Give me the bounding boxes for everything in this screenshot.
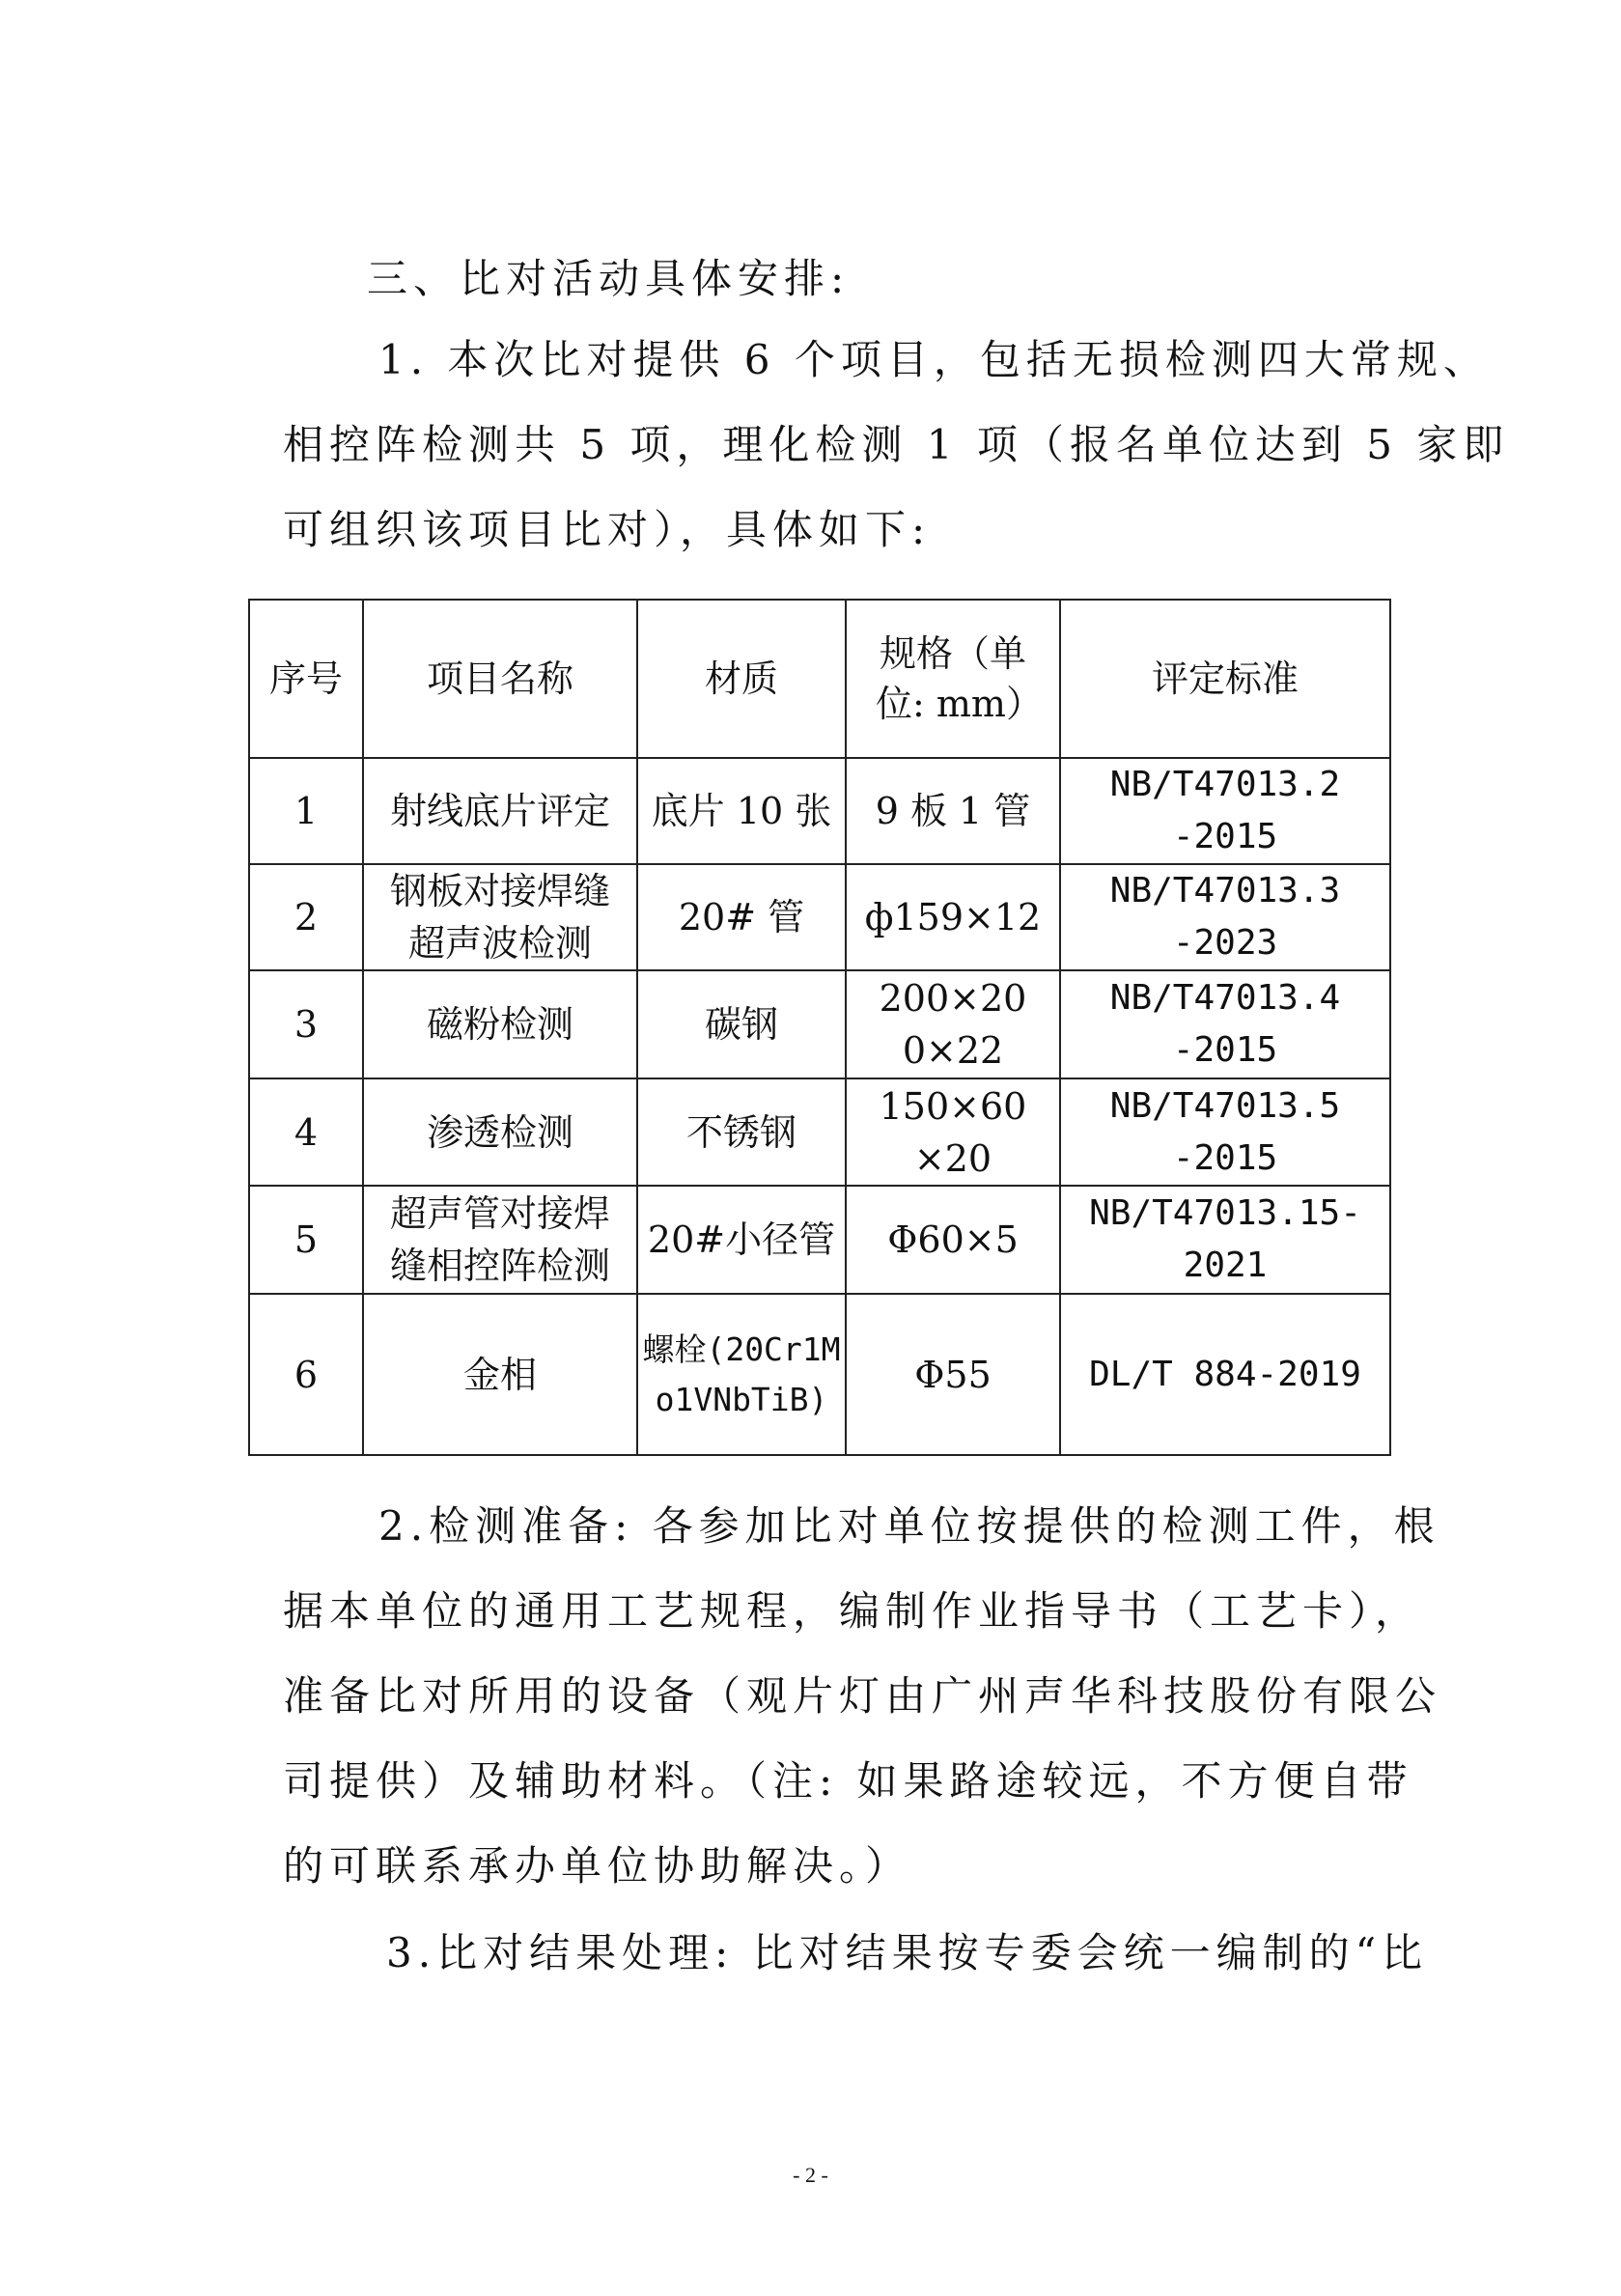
cell-spec: Φ60×5: [846, 1186, 1060, 1294]
cell-spec: Φ55: [846, 1294, 1060, 1455]
cell-no: 4: [249, 1078, 363, 1186]
table-row: [249, 758, 1390, 864]
cell-standard: NB/T47013.4-2015: [1060, 970, 1390, 1078]
section-heading: 三、比对活动具体安排:: [367, 255, 851, 302]
cell-spec: 150×60×20: [846, 1078, 1060, 1186]
table-header-row: [249, 600, 1390, 758]
cell-standard: NB/T47013.15-2021: [1060, 1186, 1390, 1294]
cell-spec: 9 板 1 管: [846, 758, 1060, 864]
cell-standard: DL/T 884-2019: [1060, 1294, 1390, 1455]
para2-line4: 司提供）及辅助材料。（注: 如果路途较远，不方便自带: [283, 1757, 1413, 1805]
header-standard: 评定标准: [1060, 600, 1390, 758]
para3-line1: 3.比对结果处理: 比对结果按专委会统一编制的“比: [386, 1929, 1429, 1976]
table-row: [249, 1294, 1390, 1455]
para2-line2: 据本单位的通用工艺规程，编制作业指导书（工艺卡），: [283, 1587, 1422, 1635]
header-no: 序号: [249, 600, 363, 758]
cell-material: 20#小径管: [637, 1186, 846, 1294]
page-number: - 2 -: [793, 2163, 828, 2187]
cell-spec: ф159×12: [846, 864, 1060, 970]
table-row: [249, 864, 1390, 970]
para1-line2: 相控阵检测共 5 项，理化检测 1 项（报名单位达到 5 家即: [283, 421, 1510, 468]
header-material: 材质: [637, 600, 846, 758]
cell-no: 6: [249, 1294, 363, 1455]
cell-name: 钢板对接焊缝超声波检测: [363, 864, 637, 970]
cell-name: 射线底片评定: [363, 758, 637, 864]
para2-line3: 准备比对所用的设备（观片灯由广州声华科技股份有限公: [283, 1672, 1442, 1720]
para1-line1: 1. 本次比对提供 6 个项目，包括无损检测四大常规、: [378, 336, 1490, 383]
cell-material: 不锈钢: [637, 1078, 846, 1186]
items-table: [248, 599, 1391, 1456]
cell-standard: NB/T47013.2-2015: [1060, 758, 1390, 864]
header-spec: 规格（单位: mm）: [846, 600, 1060, 758]
cell-material: 螺栓(20Cr1Mo1VNbTiB): [637, 1294, 846, 1455]
cell-material: 20# 管: [637, 864, 846, 970]
cell-standard: NB/T47013.5-2015: [1060, 1078, 1390, 1186]
table-row: [249, 1078, 1390, 1186]
cell-name: 超声管对接焊缝相控阵检测: [363, 1186, 637, 1294]
cell-name: 磁粉检测: [363, 970, 637, 1078]
cell-no: 5: [249, 1186, 363, 1294]
header-name: 项目名称: [363, 600, 637, 758]
para2-line5: 的可联系承办单位协助解决。）: [283, 1842, 912, 1890]
cell-spec: 200×200×22: [846, 970, 1060, 1078]
cell-no: 2: [249, 864, 363, 970]
cell-name: 渗透检测: [363, 1078, 637, 1186]
table-row: [249, 1186, 1390, 1294]
cell-material: 底片 10 张: [637, 758, 846, 864]
cell-name: 金相: [363, 1294, 637, 1455]
cell-no: 3: [249, 970, 363, 1078]
cell-standard: NB/T47013.3-2023: [1060, 864, 1390, 970]
para1-line3: 可组织该项目比对），具体如下:: [283, 506, 932, 553]
cell-material: 碳钢: [637, 970, 846, 1078]
para2-line1: 2.检测准备: 各参加比对单位按提供的检测工件，根: [378, 1502, 1440, 1550]
cell-no: 1: [249, 758, 363, 864]
table-row: [249, 970, 1390, 1078]
